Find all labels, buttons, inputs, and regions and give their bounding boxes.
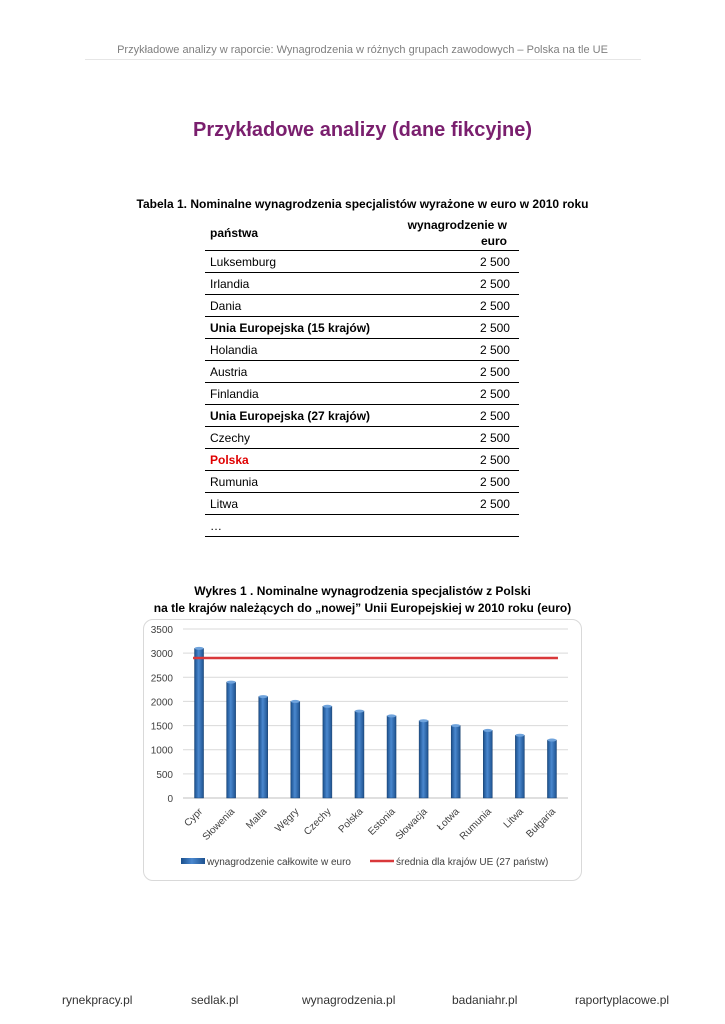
salary-value: 2 500 <box>386 493 519 515</box>
salary-value: 2 500 <box>386 471 519 493</box>
country-name: Finlandia <box>205 383 386 405</box>
bar-top <box>451 724 460 727</box>
bar <box>387 716 396 798</box>
y-tick-label: 1500 <box>150 721 173 733</box>
bar-top <box>547 739 556 742</box>
salary-value: 2 500 <box>386 273 519 295</box>
bar-top <box>259 695 268 698</box>
x-tick-label: Estonia <box>366 806 398 838</box>
x-tick-label: Słowacja <box>393 806 430 843</box>
country-name: Dania <box>205 295 386 317</box>
bar-top <box>355 710 364 713</box>
x-tick-label: Cypr <box>182 806 206 830</box>
x-tick-label: Czechy <box>302 806 334 838</box>
footer-link-wynagrodzenia[interactable]: wynagrodzenia.pl <box>302 993 396 1007</box>
x-tick-label: Malta <box>244 806 270 832</box>
bar-top <box>195 647 204 650</box>
y-tick-label: 2500 <box>150 673 173 685</box>
country-name: Austria <box>205 361 386 383</box>
country-name: Rumunia <box>205 471 386 493</box>
column-header-salary-line2: euro <box>480 234 507 248</box>
x-tick-label: Słowenia <box>200 806 238 843</box>
bar <box>419 721 428 798</box>
salary-value: 2 500 <box>386 427 519 449</box>
bar-top <box>227 681 236 684</box>
country-name: Unia Europejska (15 krajów) <box>205 317 386 339</box>
salary-value: 2 500 <box>386 449 519 471</box>
table-caption: Tabela 1. Nominalne wynagrodzenia specjalistów wyrażone w euro w 2010 roku <box>136 197 589 211</box>
salary-value: 2 500 <box>386 295 519 317</box>
x-tick-label: Polska <box>336 806 366 836</box>
column-header-salary-line1: wynagrodzenie w <box>407 218 507 232</box>
salary-value: 2 500 <box>386 339 519 361</box>
chart-title-line2: na tle krajów należących do „nowej” Unii Europejskiej w 2010 roku (euro) <box>153 601 572 615</box>
salary-value: 2 500 <box>386 405 519 427</box>
bar <box>323 706 332 798</box>
x-tick-label: Węgry <box>273 806 302 835</box>
bar <box>515 735 524 798</box>
column-header-country: państwa <box>205 216 386 251</box>
y-tick-label: 3000 <box>150 649 173 661</box>
bar <box>451 726 460 798</box>
x-tick-label: Bułgaria <box>524 806 559 841</box>
salary-value: 2 500 <box>386 383 519 405</box>
y-tick-label: 2000 <box>150 697 173 709</box>
bar <box>259 697 268 798</box>
footer-link-raportyplacowe[interactable]: raportyplacowe.pl <box>575 993 670 1007</box>
country-name: Unia Europejska (27 krajów) <box>205 405 386 427</box>
footer-link-sedlak[interactable]: sedlak.pl <box>191 993 239 1007</box>
footer-link-rynekpracy[interactable]: rynekpracy.pl <box>62 993 133 1007</box>
bar <box>195 648 204 798</box>
country-name: … <box>205 515 386 537</box>
footer <box>0 990 725 1024</box>
y-tick-label: 1000 <box>150 745 173 757</box>
bar-top <box>483 729 492 732</box>
bar-top <box>515 734 524 737</box>
legend-line-label: średnia dla krajów UE (27 państw) <box>396 857 549 868</box>
page-header: Przykładowe analizy w raporcie: Wynagrodzenia w różnych grupach zawodowych – Polska na tle UE <box>117 44 608 56</box>
x-tick-label: Łotwa <box>435 806 462 833</box>
x-tick-label: Rumunia <box>457 806 494 843</box>
bar-top <box>291 700 300 703</box>
country-name: Czechy <box>205 427 386 449</box>
country-name: Litwa <box>205 493 386 515</box>
bar <box>483 730 492 798</box>
legend-bar-label: wynagrodzenie całkowite w euro <box>207 857 351 868</box>
bar-top <box>419 719 428 722</box>
legend-bar-swatch <box>181 858 205 864</box>
salary-value: 2 500 <box>386 361 519 383</box>
bar <box>291 701 300 798</box>
y-tick-label: 500 <box>156 769 173 781</box>
bar <box>355 711 364 798</box>
x-tick-label: Litwa <box>501 806 526 831</box>
country-name: Polska <box>205 449 386 471</box>
page-title: Przykładowe analizy (dane fikcyjne) <box>192 119 532 141</box>
chart-title-line1: Wykres 1 . Nominalne wynagrodzenia specjalistów z Polski <box>194 584 531 598</box>
y-tick-label: 0 <box>167 794 173 805</box>
country-name: Irlandia <box>205 273 386 295</box>
salary-value: 2 500 <box>386 251 519 273</box>
bar <box>227 682 236 798</box>
salary-value: 2 500 <box>386 317 519 339</box>
bar <box>547 740 556 798</box>
y-tick-label: 3500 <box>150 625 173 636</box>
bar-top <box>323 705 332 708</box>
bar-top <box>387 714 396 717</box>
footer-link-badaniahr[interactable]: badaniahr.pl <box>452 993 518 1007</box>
country-name: Luksemburg <box>205 251 386 273</box>
country-name: Holandia <box>205 339 386 361</box>
